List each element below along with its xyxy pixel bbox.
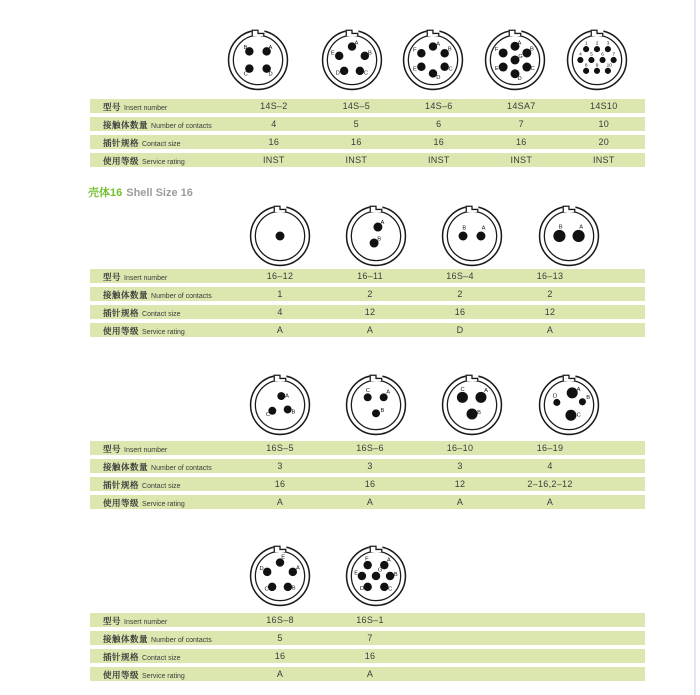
row-label-service_rating bbox=[90, 493, 235, 511]
svg-text:B: B bbox=[368, 50, 372, 57]
cell-num_contacts: 1 bbox=[277, 289, 283, 299]
cell-models: 16–13 bbox=[536, 271, 564, 281]
page-edge-line bbox=[694, 0, 696, 695]
svg-text:A: A bbox=[517, 40, 522, 47]
svg-text:E: E bbox=[494, 66, 499, 73]
cell-num_contacts: 10 bbox=[598, 119, 610, 129]
row-label-cn: 使用等级 bbox=[103, 498, 140, 508]
svg-text:7: 7 bbox=[612, 52, 616, 58]
svg-text:3: 3 bbox=[606, 41, 610, 47]
connector-diagram-16S-1 bbox=[344, 544, 408, 608]
row-label-contact_size bbox=[90, 475, 235, 493]
cell-contact_size: 16 bbox=[268, 137, 280, 147]
svg-text:B: B bbox=[377, 236, 382, 243]
svg-text:D: D bbox=[268, 71, 273, 78]
cell-num_contacts: 2 bbox=[547, 289, 553, 299]
svg-text:D: D bbox=[553, 393, 558, 400]
svg-text:C: C bbox=[265, 411, 271, 418]
svg-text:2: 2 bbox=[595, 41, 599, 47]
row-label-service_rating bbox=[90, 665, 235, 683]
row-label-en: Insert number bbox=[124, 275, 168, 282]
row-label-cn: 插针规格 bbox=[103, 308, 140, 318]
cell-service_rating: INST bbox=[510, 155, 533, 165]
svg-text:B: B bbox=[243, 44, 248, 51]
svg-text:C: C bbox=[363, 70, 368, 77]
row-label-en: Number of contacts bbox=[151, 465, 212, 472]
svg-text:B: B bbox=[447, 46, 452, 53]
cell-service_rating: A bbox=[456, 497, 464, 507]
row-label-en: Insert number bbox=[124, 619, 168, 626]
cell-contact_size: 12 bbox=[454, 479, 466, 489]
cell-models: 16S–6 bbox=[356, 443, 384, 453]
row-label-en: Number of contacts bbox=[151, 637, 212, 644]
cell-num_contacts: 7 bbox=[367, 633, 373, 643]
cell-service_rating: INST bbox=[345, 155, 368, 165]
svg-text:B: B bbox=[462, 225, 467, 232]
svg-text:B: B bbox=[530, 46, 534, 53]
cell-service_rating: D bbox=[456, 325, 464, 335]
row-label-num_contacts bbox=[90, 457, 235, 475]
table-row-service_rating bbox=[90, 495, 645, 509]
cell-contact_size: 16 bbox=[364, 651, 376, 661]
table-row-num_contacts bbox=[90, 459, 645, 473]
row-label-num_contacts bbox=[90, 115, 233, 133]
cell-service_rating: A bbox=[366, 669, 374, 679]
row-label-en: Contact size bbox=[142, 655, 181, 662]
cell-contact_size: 16 bbox=[351, 137, 362, 147]
cell-contact_size: 16 bbox=[274, 651, 286, 661]
row-label-cn: 使用等级 bbox=[103, 156, 140, 166]
svg-text:A: A bbox=[386, 389, 391, 396]
svg-text:G: G bbox=[518, 54, 523, 61]
table-row-service_rating bbox=[90, 153, 645, 167]
cell-service_rating: A bbox=[366, 497, 374, 507]
table-row-num_contacts bbox=[90, 117, 645, 131]
connector-diagram-14S-2 bbox=[226, 28, 290, 92]
svg-text:B: B bbox=[477, 409, 481, 416]
connector-diagram-16-12 bbox=[248, 204, 312, 268]
row-label-cn: 接触体数量 bbox=[103, 290, 149, 300]
connector-diagram-14S10 bbox=[565, 28, 629, 92]
row-label-cn: 接触体数量 bbox=[103, 462, 149, 472]
table-row-contact_size bbox=[90, 649, 645, 663]
spec-table-4 bbox=[90, 613, 645, 685]
cell-contact_size: 16 bbox=[274, 479, 286, 489]
row-label-en: Service rating bbox=[142, 673, 185, 680]
cell-service_rating: A bbox=[546, 325, 554, 335]
row-label-cn: 型号 bbox=[103, 616, 122, 626]
cell-contact_size: 16 bbox=[364, 479, 376, 489]
cell-models: 14S–6 bbox=[425, 101, 453, 111]
connector-diagram-16S-4 bbox=[440, 204, 504, 268]
cell-contact_size: 12 bbox=[544, 307, 556, 317]
connector-diagram-16S-5 bbox=[248, 373, 312, 437]
cell-models: 16–19 bbox=[536, 443, 564, 453]
svg-text:C: C bbox=[388, 586, 393, 593]
connector-diagram-14SA7 bbox=[483, 28, 547, 92]
row-label-num_contacts bbox=[90, 629, 235, 647]
cell-models: 16S–1 bbox=[356, 615, 384, 625]
svg-text:B: B bbox=[380, 408, 385, 415]
cell-contact_size: 12 bbox=[364, 307, 376, 317]
spec-table-2 bbox=[90, 269, 645, 341]
cell-contact_size: 16 bbox=[515, 137, 527, 147]
cell-models: 14S10 bbox=[590, 101, 618, 111]
row-label-contact_size bbox=[90, 647, 235, 665]
table-row-contact_size bbox=[90, 305, 645, 319]
cell-contact_size: 20 bbox=[598, 137, 610, 147]
cell-num_contacts: 3 bbox=[367, 461, 373, 471]
row-label-cn: 型号 bbox=[103, 444, 122, 454]
spec-table-3 bbox=[90, 441, 645, 513]
row-label-contact_size bbox=[90, 133, 233, 151]
row-label-en: Service rating bbox=[142, 159, 185, 166]
cell-models: 14S–2 bbox=[260, 101, 288, 111]
connector-diagram-14S-5 bbox=[320, 28, 384, 92]
cell-models: 16–10 bbox=[446, 443, 474, 453]
cell-contact_size: 16 bbox=[433, 137, 445, 147]
row-label-cn: 插针规格 bbox=[103, 480, 140, 490]
table-row-models bbox=[90, 99, 645, 113]
table-row-contact_size bbox=[90, 477, 645, 491]
svg-text:A: A bbox=[285, 393, 289, 400]
connector-diagram-16-19 bbox=[537, 373, 601, 437]
svg-text:C: C bbox=[448, 66, 453, 73]
shell-size-header-cn: 壳体16 bbox=[88, 187, 123, 199]
svg-text:A: A bbox=[386, 557, 391, 564]
connector-diagram-16-11 bbox=[344, 204, 408, 268]
svg-text:A: A bbox=[296, 565, 300, 572]
svg-text:10: 10 bbox=[606, 63, 612, 69]
svg-text:F: F bbox=[413, 47, 417, 54]
row-label-cn: 接触体数量 bbox=[103, 120, 149, 130]
row-label-en: Service rating bbox=[142, 329, 185, 336]
table-row-num_contacts bbox=[90, 287, 645, 301]
svg-text:E: E bbox=[354, 570, 359, 577]
row-label-en: Number of contacts bbox=[151, 293, 212, 300]
cell-models: 14S–5 bbox=[342, 101, 371, 111]
row-label-service_rating bbox=[90, 151, 233, 169]
svg-text:A: A bbox=[268, 44, 273, 51]
cell-models: 16S–8 bbox=[266, 615, 294, 625]
svg-text:A: A bbox=[576, 386, 581, 393]
row-label-num_contacts bbox=[90, 285, 235, 303]
row-label-en: Contact size bbox=[142, 483, 181, 490]
svg-text:4: 4 bbox=[579, 52, 582, 58]
cell-service_rating: INST bbox=[263, 155, 285, 165]
row-label-cn: 型号 bbox=[103, 272, 122, 282]
row-label-models bbox=[90, 97, 233, 115]
svg-text:B: B bbox=[558, 224, 563, 231]
row-label-cn: 接触体数量 bbox=[103, 634, 149, 644]
svg-text:F: F bbox=[365, 556, 369, 563]
cell-num_contacts: 3 bbox=[277, 461, 283, 471]
row-label-cn: 使用等级 bbox=[103, 326, 140, 336]
cell-num_contacts: 5 bbox=[277, 633, 283, 643]
row-label-cn: 使用等级 bbox=[103, 670, 140, 680]
cell-models: 16S–4 bbox=[446, 271, 474, 281]
row-label-models bbox=[90, 611, 235, 629]
svg-text:6: 6 bbox=[601, 52, 604, 58]
cell-service_rating: A bbox=[366, 325, 374, 335]
svg-text:D: D bbox=[436, 75, 441, 82]
cell-num_contacts: 2 bbox=[457, 289, 463, 299]
row-label-cn: 插针规格 bbox=[103, 138, 140, 148]
svg-text:A: A bbox=[354, 40, 359, 47]
row-label-cn: 插针规格 bbox=[103, 652, 140, 662]
table-row-models bbox=[90, 269, 645, 283]
cell-service_rating: A bbox=[276, 497, 284, 507]
spec-table-1 bbox=[90, 99, 645, 171]
table-row-models bbox=[90, 441, 645, 455]
cell-num_contacts: 5 bbox=[353, 119, 359, 129]
svg-text:G: G bbox=[377, 567, 383, 574]
svg-text:5: 5 bbox=[590, 52, 593, 58]
cell-service_rating: INST bbox=[427, 155, 450, 165]
svg-text:C: C bbox=[460, 386, 465, 393]
svg-text:D: D bbox=[259, 565, 264, 572]
svg-text:E: E bbox=[330, 50, 335, 57]
table-row-models bbox=[90, 613, 645, 627]
svg-text:C: C bbox=[243, 71, 248, 78]
connector-diagram-16S-6 bbox=[344, 373, 408, 437]
row-label-service_rating bbox=[90, 321, 235, 339]
connector-diagram-16S-8 bbox=[248, 544, 312, 608]
svg-text:E: E bbox=[413, 66, 417, 73]
svg-text:A: A bbox=[484, 388, 489, 395]
cell-models: 16–11 bbox=[357, 271, 383, 281]
svg-text:C: C bbox=[530, 66, 535, 73]
connector-diagram-16-13 bbox=[537, 204, 601, 268]
shell-size-header-en: Shell Size 16 bbox=[126, 187, 193, 199]
cell-num_contacts: 3 bbox=[457, 461, 463, 471]
row-label-en: Contact size bbox=[142, 311, 181, 318]
cell-models: 16–12 bbox=[266, 271, 294, 281]
svg-text:C: C bbox=[576, 412, 581, 419]
cell-num_contacts: 2 bbox=[367, 289, 373, 299]
svg-text:C: C bbox=[264, 586, 269, 593]
svg-text:F: F bbox=[494, 47, 499, 54]
svg-text:B: B bbox=[291, 585, 296, 592]
cell-num_contacts: 7 bbox=[518, 119, 524, 129]
cell-contact_size: 2–16,2–12 bbox=[527, 479, 573, 489]
row-label-en: Number of contacts bbox=[151, 123, 212, 130]
connector-diagram-16-10 bbox=[440, 373, 504, 437]
shell-size-16-header bbox=[88, 184, 193, 200]
svg-text:B: B bbox=[393, 572, 398, 578]
cell-service_rating: A bbox=[546, 497, 554, 507]
table-row-contact_size bbox=[90, 135, 645, 149]
table-row-service_rating bbox=[90, 667, 645, 681]
svg-text:8: 8 bbox=[584, 63, 588, 69]
row-label-models bbox=[90, 439, 235, 457]
svg-text:A: A bbox=[579, 224, 584, 231]
cell-service_rating: A bbox=[276, 669, 284, 679]
svg-text:9: 9 bbox=[595, 63, 599, 69]
svg-text:A: A bbox=[380, 219, 385, 226]
cell-num_contacts: 4 bbox=[547, 461, 553, 471]
cell-num_contacts: 6 bbox=[436, 119, 442, 129]
svg-text:A: A bbox=[481, 225, 486, 232]
cell-contact_size: 16 bbox=[454, 307, 466, 317]
svg-text:C: C bbox=[365, 388, 370, 395]
svg-text:E: E bbox=[281, 554, 286, 561]
svg-text:B: B bbox=[291, 409, 296, 416]
svg-text:D: D bbox=[360, 586, 365, 593]
svg-text:A: A bbox=[436, 41, 441, 48]
table-row-num_contacts bbox=[90, 631, 645, 645]
row-label-cn: 型号 bbox=[103, 102, 122, 112]
svg-text:D: D bbox=[335, 70, 340, 77]
row-label-en: Insert number bbox=[124, 105, 168, 112]
row-label-en: Insert number bbox=[124, 447, 168, 454]
cell-contact_size: 4 bbox=[277, 307, 283, 317]
connector-diagram-14S-6 bbox=[401, 28, 465, 92]
svg-text:D: D bbox=[517, 76, 522, 83]
cell-service_rating: A bbox=[276, 325, 284, 335]
row-label-contact_size bbox=[90, 303, 235, 321]
cell-models: 16S–5 bbox=[266, 443, 294, 453]
row-label-en: Service rating bbox=[142, 501, 185, 508]
cell-num_contacts: 4 bbox=[271, 119, 277, 129]
cell-service_rating: INST bbox=[592, 155, 615, 165]
svg-text:B: B bbox=[586, 395, 591, 402]
svg-text:1: 1 bbox=[584, 41, 588, 47]
row-label-en: Contact size bbox=[142, 141, 181, 148]
table-row-service_rating bbox=[90, 323, 645, 337]
cell-models: 14SA7 bbox=[507, 101, 536, 111]
row-label-models bbox=[90, 267, 235, 285]
